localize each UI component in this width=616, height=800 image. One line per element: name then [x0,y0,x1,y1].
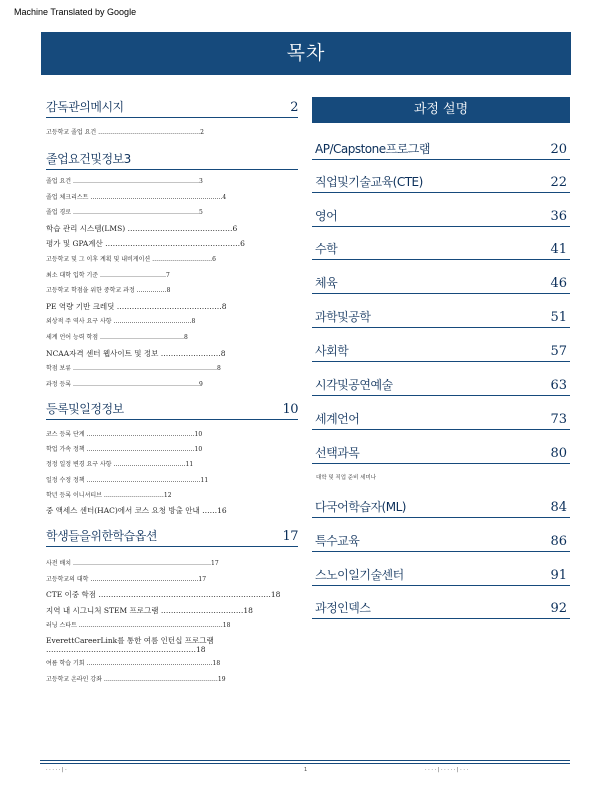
course-category-entry[interactable] [312,377,570,396]
category-page-number: 84 [550,500,567,515]
course-category-entry[interactable] [312,343,570,362]
category-title: 선택과목 [315,446,360,460]
toc-entry[interactable]: 일정 수정 정책 …………………………………………………11 [46,476,209,484]
toc-entry[interactable]: 고등학교 및 그 이후 계획 및 내비게이션 …………………………6 [46,256,216,263]
toc-entry[interactable]: 졸업 요건 ………………………………………………………3 [46,178,203,185]
toc-entry[interactable]: PE 역량 기반 크레딧 ……………………………………8 [46,301,227,311]
machine-translation-watermark: Machine Translated by Google [14,7,137,17]
course-category-entry[interactable] [312,241,570,260]
category-page-number: 51 [550,310,567,325]
section-page-number: 2 [290,100,298,115]
toc-section-heading[interactable] [46,401,298,420]
toc-entry[interactable]: 지역 내 시그니처 STEM 프로그램 ……………………………18 [46,605,253,615]
category-page-number: 36 [550,209,567,224]
toc-entry[interactable]: 과정 등록 ………………………………………………………9 [46,380,203,388]
toc-entry[interactable]: NCAA자격 센터 웹사이트 및 정보 ……………………8 [46,348,226,358]
category-title: 다국어학습자(ML) [315,500,406,514]
footer-right: · · · · | · · · · · | · · · [425,767,469,773]
category-page-number: 73 [550,412,567,427]
category-page-number: 41 [550,242,567,257]
section-page-number: 17 [282,529,298,544]
course-category-entry[interactable] [312,533,570,552]
footer-divider [40,760,570,761]
category-title: 시각및공연예술 [315,378,393,392]
category-title: 수학 [315,242,338,256]
course-category-entry[interactable] [312,208,570,227]
category-page-number: 22 [550,175,567,190]
course-category-entry[interactable] [312,567,570,586]
section-page-number: 10 [282,402,298,417]
page-title: 목차 [41,32,571,75]
category-page-number: 91 [550,568,567,583]
category-title: 과정인덱스 [315,601,371,615]
toc-entry[interactable]: CTE 이중 학점 ……………………………………………………………18 [46,590,281,600]
toc-entry[interactable]: 학년 등록 이니셔티브 …………………………12 [46,491,172,499]
category-title: 과학및공학 [315,310,371,324]
course-category-entry[interactable] [312,445,570,464]
course-category-entry[interactable] [312,411,570,430]
toc-entry[interactable]: 세계 언어 능력 학점 ……………………………………8 [46,334,188,341]
category-page-number: 20 [550,142,567,157]
page-number: 1 [304,767,308,773]
category-page-number: 92 [550,601,567,616]
course-category-entry[interactable] [312,600,570,619]
toc-entry[interactable]: 최소 대학 입학 기준 ……………………………7 [46,271,170,279]
toc-section-heading[interactable] [46,99,298,118]
toc-entry[interactable]: 러닝 스타트 ………………………………………………………………18 [46,622,231,630]
category-title: 사회학 [315,344,349,358]
toc-section-heading[interactable] [46,528,298,547]
toc-entry[interactable]: 정정 일정 변경 요구 사항 ………………………………11 [46,461,194,469]
toc-entry[interactable]: 졸업 경로 ………………………………………………………5 [46,209,203,217]
toc-entry[interactable]: 졸업 체크리스트 …………………………………………………………4 [46,193,227,201]
toc-entry[interactable]: 외상적 주 역사 요구 사항 …………………………………8 [46,318,196,326]
toc-entry[interactable]: 고등학교 학점을 위한 중학교 과정 ……………8 [46,287,171,295]
footer-left: · · · · · | · [46,767,67,773]
toc-entry[interactable]: 학업 가속 정책 ………………………………………………10 [46,446,203,454]
toc-entry[interactable]: 학점 보류 ………………………………………………………………8 [46,365,221,373]
section-title: 감독관의메시지 [46,100,124,114]
category-title: 직업및기술교육(CTE) [315,175,423,189]
category-note: 대학 및 직업 준비 세미나 [316,475,377,481]
course-descriptions-header: 과정 설명 [312,97,570,123]
course-category-entry[interactable] [312,309,570,328]
section-title: 졸업요건및정보3 [46,152,131,166]
toc-entry[interactable]: 고등학교 졸업 요건 ……………………………………………2 [46,129,204,136]
category-page-number: 57 [550,344,567,359]
toc-entry[interactable]: 고등학교 온라인 강좌 …………………………………………………19 [46,675,226,683]
category-title: 스노이일기술센터 [315,568,404,582]
course-category-entry[interactable] [312,141,570,160]
section-title: 학생들을위한학습옵션 [46,529,157,543]
toc-entry[interactable]: 학습 관리 시스템(LMS) ……………………………………6 [46,223,238,233]
toc-entry[interactable]: 평가 및 GPA계산 ………………………………………………6 [46,239,245,249]
category-page-number: 80 [550,446,567,461]
course-category-entry[interactable] [312,275,570,294]
course-category-entry[interactable] [312,174,570,193]
toc-entry[interactable]: 고등학교의 대학 ………………………………………………17 [46,575,207,583]
category-title: 영어 [315,209,338,223]
toc-entry[interactable]: 중 액세스 센터(HAC)에서 코스 요청 방출 안내 ……16 [46,506,227,515]
toc-entry[interactable]: 여름 학습 기회 ………………………………………………………18 [46,660,221,667]
toc-entry[interactable]: 사전 배치 ……………………………………………………………17 [46,560,219,567]
footer-divider-2 [40,763,570,764]
toc-entry[interactable]: EverettCareerLink를 통한 여름 인턴십 프로그램 ……………………………………………………18 [46,636,214,654]
toc-entry[interactable]: 코스 등록 단계 ………………………………………………10 [46,431,203,438]
category-page-number: 46 [550,276,567,291]
category-page-number: 63 [550,378,567,393]
category-title: 특수교육 [315,534,360,548]
toc-section-heading[interactable] [46,151,298,170]
category-title: 체육 [315,276,338,290]
category-title: 세계언어 [315,412,360,426]
section-title: 등록및일정정보 [46,402,124,416]
course-category-entry[interactable] [312,499,570,518]
category-title: AP/Capstone프로그램 [315,142,430,156]
category-page-number: 86 [550,534,567,549]
